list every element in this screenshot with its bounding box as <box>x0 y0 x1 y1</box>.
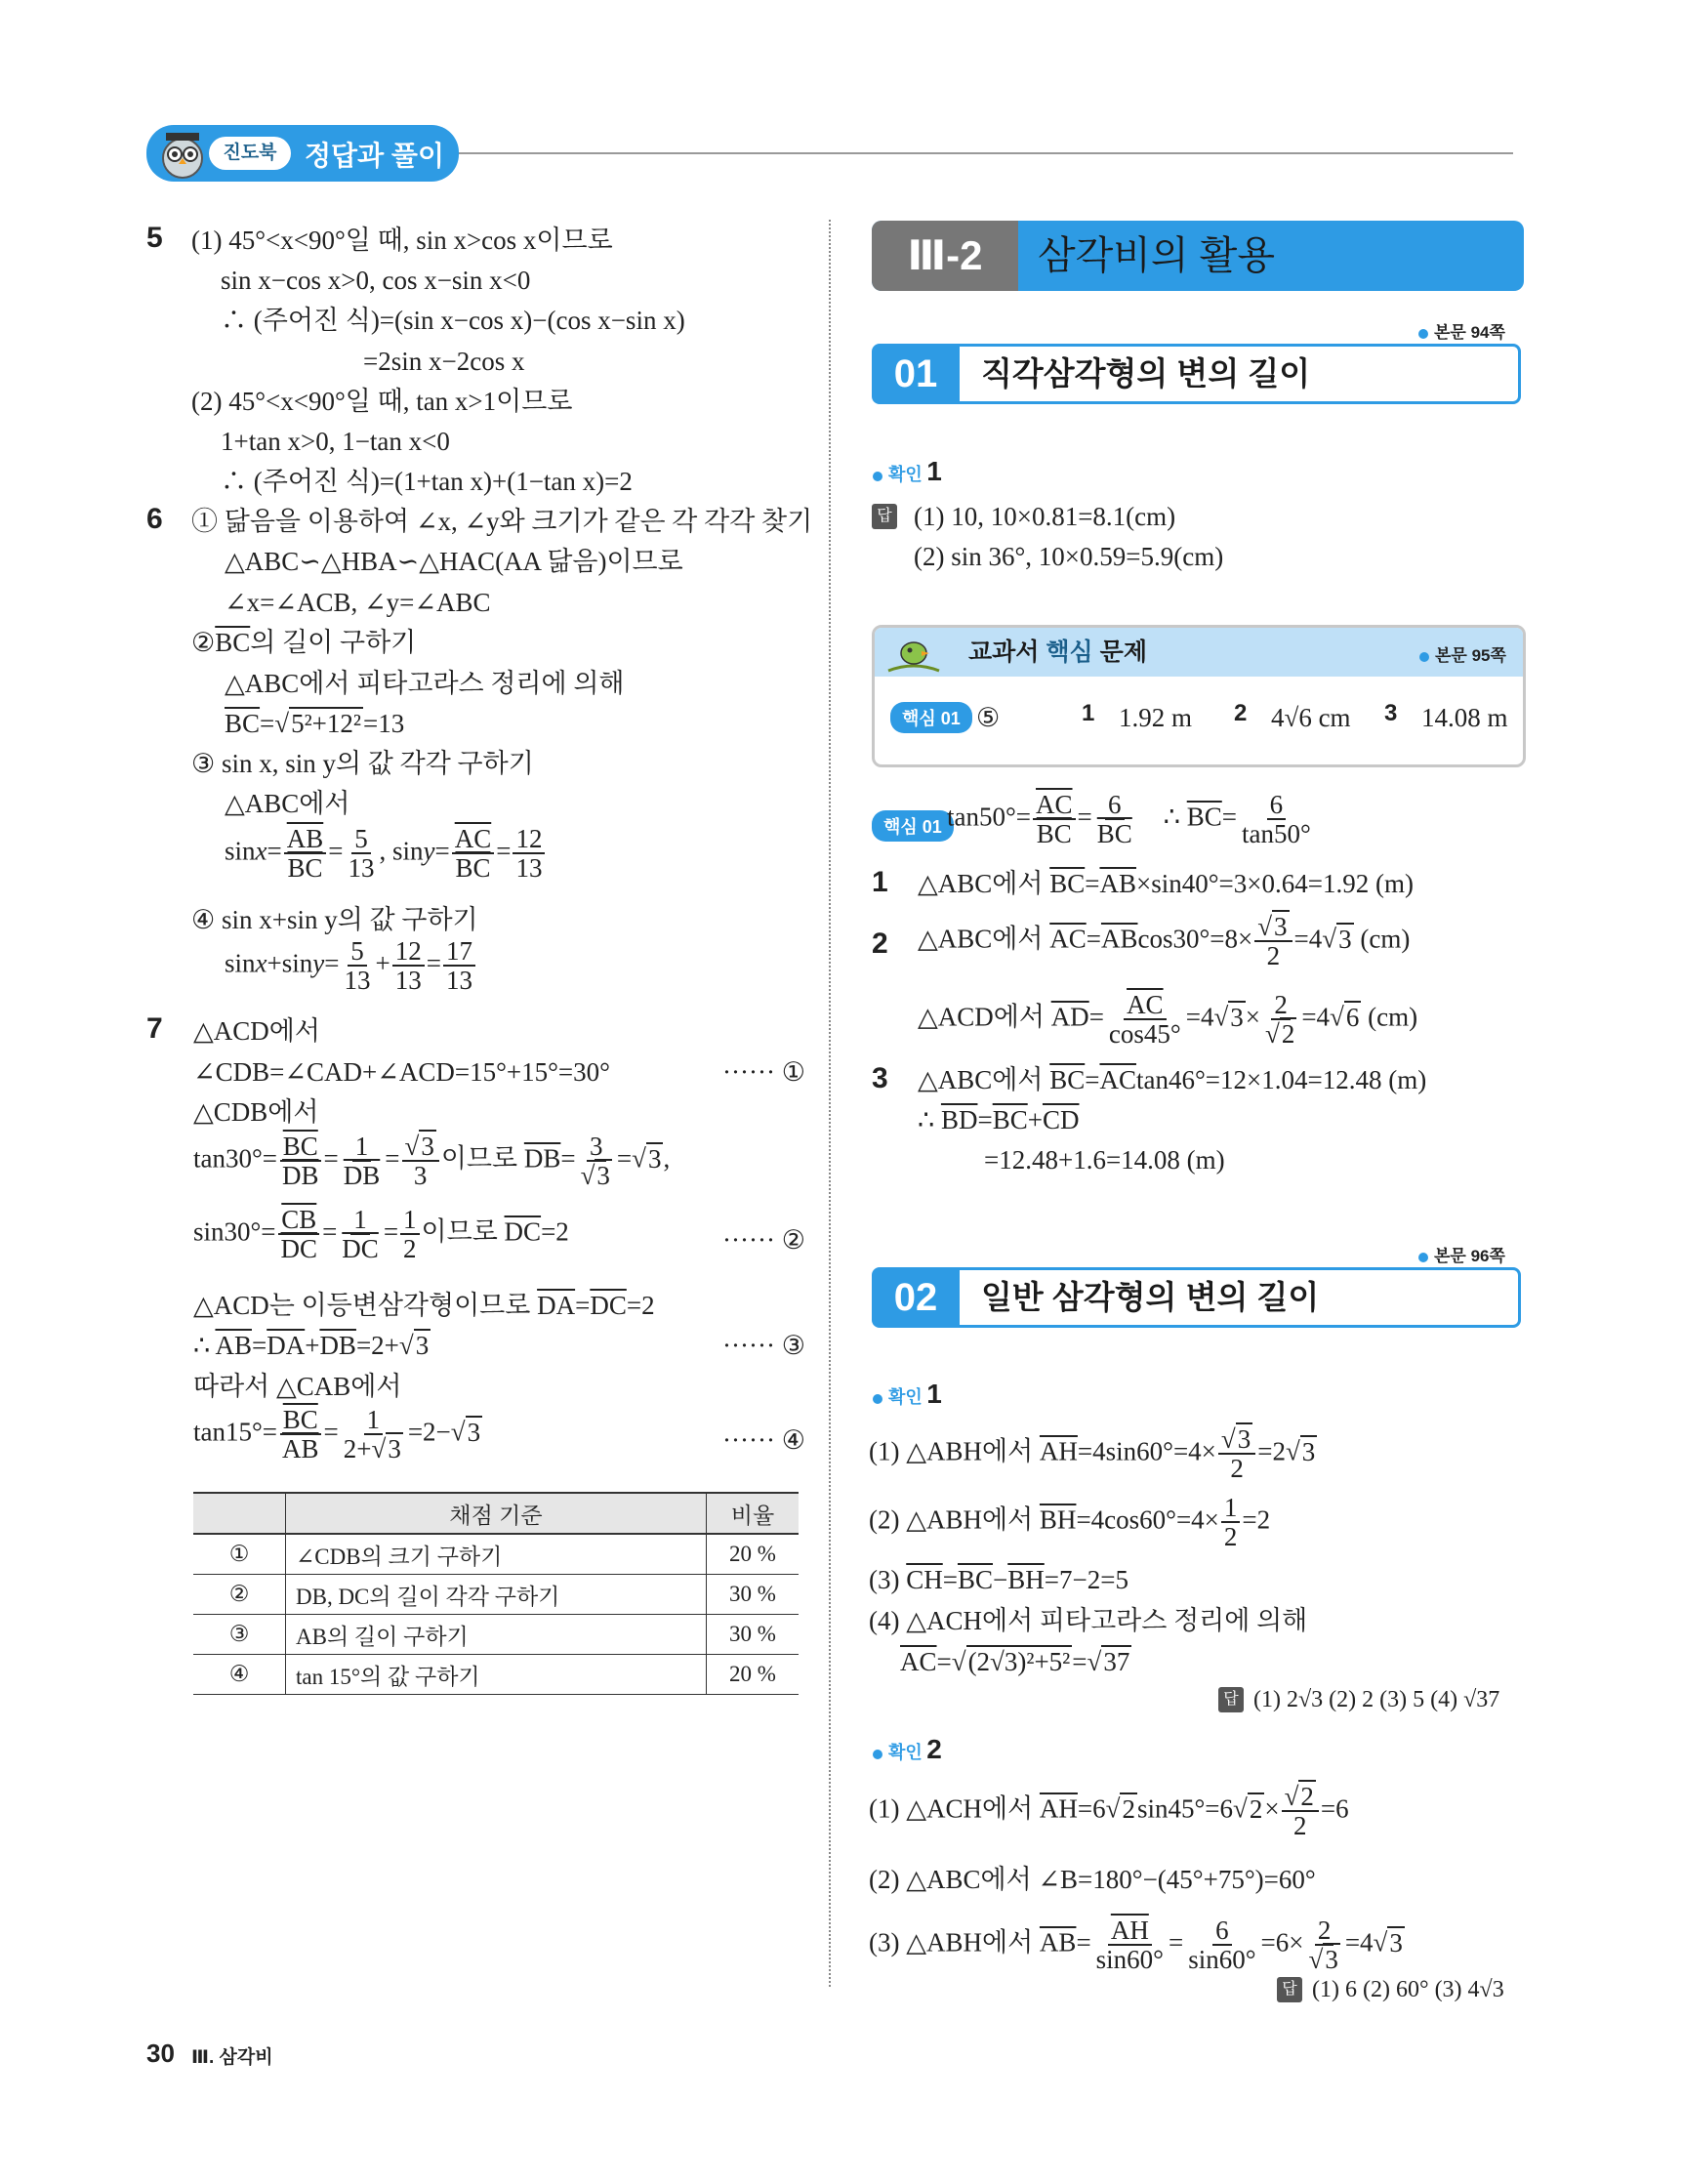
chapter-label: Ⅲ. 삼각비 <box>191 2047 273 2068</box>
check1-label: 확인 1 <box>873 456 942 487</box>
dot-icon <box>1418 1253 1428 1262</box>
section1-num: 01 <box>893 352 938 395</box>
table-cell: ∠CDB의 크기 구하기 <box>286 1534 707 1575</box>
bird-icon <box>884 632 943 675</box>
solution-3b: ∴ $\overline{BD}=\overline{BC}+\overline{CD}$ <box>918 1105 1080 1134</box>
dot-icon <box>873 1750 882 1759</box>
core-problems-box <box>872 625 1526 767</box>
section2-num: 02 <box>893 1276 938 1319</box>
check2-line1: (1) △ACH에서 $\overline{AH}=6√2\sin 45^\circ=6√2\times$ $\frac{√2}{2}$ =6 <box>869 1782 1349 1841</box>
table-row <box>193 1575 799 1615</box>
check1b-line4: (4) △ACH에서 피타고라스 정리에 의해 <box>869 1606 1308 1635</box>
core-num-1: 1 <box>1082 700 1095 726</box>
table-cell: ② <box>193 1575 286 1615</box>
p7-mark1: ······ ① <box>722 1057 805 1087</box>
core-badge: 핵심 01 <box>890 702 972 733</box>
answer-icon: 답 <box>1218 1687 1244 1712</box>
check1b-line5: $\overline{AC}=√(2√3)^2+5^2=√37$ <box>900 1647 1130 1676</box>
table-header-row <box>193 1493 799 1534</box>
core-answer-1: 1.92 m <box>1119 703 1193 732</box>
dot-icon <box>1418 329 1428 339</box>
p7-line-ab: ∴ $\overline{AB}=\overline{DA}+\overline{DB}=2+√3$ <box>193 1331 430 1360</box>
p7-line1: △ACD에서 <box>193 1016 320 1046</box>
check1-line1: (1) 10, 10×0.81=8.1(cm) <box>914 502 1176 531</box>
table-cell: AB의 길이 구하기 <box>286 1615 707 1655</box>
scoring-table <box>193 1492 799 1695</box>
p6-step1a: △ABC∽△HBA∽△HAC(AA 닮음)이므로 <box>225 547 683 576</box>
p6-step2b: $\overline{BC}=√5^2+12^2=13$ <box>225 709 405 738</box>
p7-line5: 따라서 △CAB에서 <box>193 1372 402 1401</box>
core-num-3: 3 <box>1384 700 1398 726</box>
core-answer-0: ⑤ <box>976 703 1001 732</box>
problem-7-number: 7 <box>146 1012 163 1045</box>
table-cell: 30 % <box>707 1575 800 1615</box>
table-header <box>193 1493 286 1534</box>
p5-line5: (2) 45°<x<90°일 때, tan x>1이므로 <box>191 387 573 416</box>
dot-icon <box>873 1394 882 1404</box>
section2-header <box>872 1267 1524 1328</box>
table-cell: ③ <box>193 1615 286 1655</box>
problem-6-number: 6 <box>146 503 163 535</box>
solution-1: △ABC에서 $\overline{BC}=\overline{AB}\times\sin 40^\circ=3\times 0.64=1.92$ (m) <box>918 869 1414 898</box>
header-label-small: 진도북 <box>223 143 277 163</box>
solution-3c: =12.48+1.6=14.08 (m) <box>984 1145 1225 1174</box>
p6-step3: ③ sin x, sin y의 값 각각 구하기 <box>191 749 534 778</box>
p7-mark2: ······ ② <box>722 1225 805 1255</box>
core-problems-title: 교과서 핵심 문제 <box>968 639 1147 666</box>
p7-mark3: ······ ③ <box>722 1331 805 1360</box>
table-row <box>193 1615 799 1655</box>
table-row <box>193 1534 799 1575</box>
problem-5-number: 5 <box>146 222 163 254</box>
table-cell: ① <box>193 1534 286 1575</box>
p6-step1: ① 닮음을 이용하여 ∠x, ∠y와 크기가 같은 각 각각 찾기 <box>191 507 813 536</box>
solution-2b: △ACD에서 $\overline{AD}=$ $\frac{\overline{AC}}{\cos 45^\circ}$ =4√3× $\frac{2}{√2}$ =4√6 (cm) <box>918 990 1418 1050</box>
check1b-line3: (3) $\overline{CH}=\overline{BC}-\overline{BH}=7-2=5$ <box>869 1565 1128 1594</box>
p5-line1: (1) 45°<x<90°일 때, sin x>cos x이므로 <box>191 226 613 255</box>
section1-header <box>872 344 1524 404</box>
check2-line2: (2) △ABC에서 ∠B=180°−(45°+75°)=60° <box>869 1865 1316 1894</box>
p6-step1b: ∠x=∠ACB, ∠y=∠ABC <box>225 588 491 617</box>
check1b-line2: (2) △ABH에서 $\overline{BH}=4\cos 60^\circ=4\times$ $\frac{1}{2}$ =2 <box>869 1493 1271 1552</box>
p7-line2: ∠CDB=∠CAD+∠ACD=15°+15°=30° <box>193 1057 610 1087</box>
section2-ref: 본문 96쪽 <box>1418 1242 1505 1266</box>
table-cell: ④ <box>193 1655 286 1695</box>
p5-line4: =2sin x−2cos x <box>363 347 525 376</box>
p6-step4: ④ sin x+sin y의 값 구하기 <box>191 905 478 934</box>
table-cell: 20 % <box>707 1655 800 1695</box>
page-header <box>146 125 1513 184</box>
table-cell: 30 % <box>707 1615 800 1655</box>
header-rule <box>439 152 1513 154</box>
check1b-label: 확인 1 <box>873 1379 942 1410</box>
solution-2-number: 2 <box>872 927 888 960</box>
core-answer-3: 14.08 m <box>1421 703 1508 732</box>
solution-core01: tan50°= $\frac{\overline{AC}}{BC}$ = $\frac{6}{BC}$ ∴ $\overline{BC}=$ $\frac{6}{\tan 50^\circ}$ <box>947 790 1311 849</box>
column-divider <box>829 220 831 1987</box>
header-label-small-box <box>209 137 291 170</box>
check2-label: 확인 2 <box>873 1734 942 1765</box>
page-number: 30 <box>146 2039 175 2068</box>
p5-line3: ∴ (주어진 식)=(sin x−cos x)−(cos x−sin x) <box>221 306 685 335</box>
p7-line-sin30: sin30°= $\frac{\overline{CB}}{DC}$ = $\frac{1}{DC}$ = $\frac{1}{2}$ 이므로 $\overline{DC}=2$ <box>193 1205 569 1264</box>
p6-step4a: sinx+siny= $\frac{5}{13}$ + $\frac{12}{13}$ = $\frac{17}{13}$ <box>225 937 477 995</box>
owl-icon <box>154 127 211 182</box>
p7-line-tan30: tan30°= $\frac{\overline{BC}}{DB}$ = $\frac{1}{DB}$ = $\frac{√3}{3}$ 이므로 $\overline{DB}=$ $\frac{3}{√3}$ =√3, <box>193 1132 671 1191</box>
table-row <box>193 1655 799 1695</box>
p5-line7: ∴ (주어진 식)=(1+tan x)+(1−tan x)=2 <box>221 467 633 496</box>
p6-step2a: △ABC에서 피타고라스 정리에 의해 <box>225 669 625 698</box>
dot-icon <box>873 472 882 481</box>
answer-icon: 답 <box>872 504 897 529</box>
p6-step2: $②\overline{BC}$의 길이 구하기 <box>191 628 417 657</box>
solution-3-number: 3 <box>872 1062 888 1094</box>
check2-answer: (1) 6 (2) 60° (3) 4√3 <box>1312 1977 1504 2002</box>
p5-line6: 1+tan x>0, 1−tan x<0 <box>221 427 450 456</box>
p6-step3b: sinx= $\frac{\overline{AB}}{BC}$ = $\frac{5}{13}$ , siny= $\frac{\overline{AC}}{BC}$ = $\frac{12}{13}$ <box>225 825 547 883</box>
core-answer-row <box>890 698 1515 737</box>
p7-line4: △ACD는 이등변삼각형이므로 $\overline{DA}=\overline{DC}=2$ <box>193 1291 655 1320</box>
core-problems-ref: 본문 95쪽 <box>1419 641 1506 666</box>
check1-line2: (2) sin 36°, 10×0.59=5.9(cm) <box>914 542 1224 571</box>
section1-ref: 본문 94쪽 <box>1418 318 1505 343</box>
section2-title: 일반 삼각형의 변의 길이 <box>981 1279 1320 1315</box>
p6-step3a: △ABC에서 <box>225 789 350 818</box>
header-title: 정답과 풀이 <box>305 141 445 171</box>
core-answer-2: 4√6 cm <box>1271 703 1351 732</box>
table-cell: DB, DC의 길이 각각 구하기 <box>286 1575 707 1615</box>
solution-2a: △ABC에서 $\overline{AC}=\overline{AB}\cos 30^\circ=8\times$ $\frac{√3}{2}$ =4√3 (cm) <box>918 912 1411 971</box>
unit-number: Ⅲ-2 <box>907 232 983 278</box>
core-num-2: 2 <box>1234 700 1248 726</box>
check1b-answer: (1) 2√3 (2) 2 (3) 5 (4) √37 <box>1253 1687 1500 1712</box>
unit-banner <box>872 221 1524 291</box>
dot-icon <box>1419 652 1429 662</box>
table-cell: 20 % <box>707 1534 800 1575</box>
section1-title: 직각삼각형의 변의 길이 <box>981 355 1311 391</box>
table-cell: tan 15°의 값 구하기 <box>286 1655 707 1695</box>
answer-icon: 답 <box>1277 1977 1302 2002</box>
unit-title: 삼각비의 활용 <box>1038 234 1275 277</box>
p7-line-tan15: tan15°= $\frac{\overline{BC}}{AB}$ = $\frac{1}{2+√3}$ =2−√3 <box>193 1405 481 1464</box>
solution-badge: 핵심 01 <box>872 810 954 842</box>
solution-1-number: 1 <box>872 866 888 898</box>
p7-mark4: ······ ④ <box>722 1425 805 1455</box>
table-header: 비율 <box>707 1493 800 1534</box>
table-header: 채점 기준 <box>286 1493 707 1534</box>
p5-line2: sin x−cos x>0, cos x−sin x<0 <box>221 266 531 295</box>
p7-line3: △CDB에서 <box>193 1097 319 1127</box>
solution-3a: △ABC에서 $\overline{BC}=\overline{AC}\tan 46^\circ=12\times 1.04=12.48$ (m) <box>918 1065 1427 1094</box>
check2-line3: (3) △ABH에서 $\overline{AB}=$ $\frac{\overline{AH}}{\sin 60^\circ}$ = $\frac{6}{\sin 60^\circ}$ =6× $\frac{2}{√3}$ =4√3 <box>869 1916 1403 1975</box>
check1b-line1: (1) △ABH에서 $\overline{AH}=4\sin 60^\circ=4\times$ $\frac{√3}{2}$ =2√3 <box>869 1424 1316 1484</box>
